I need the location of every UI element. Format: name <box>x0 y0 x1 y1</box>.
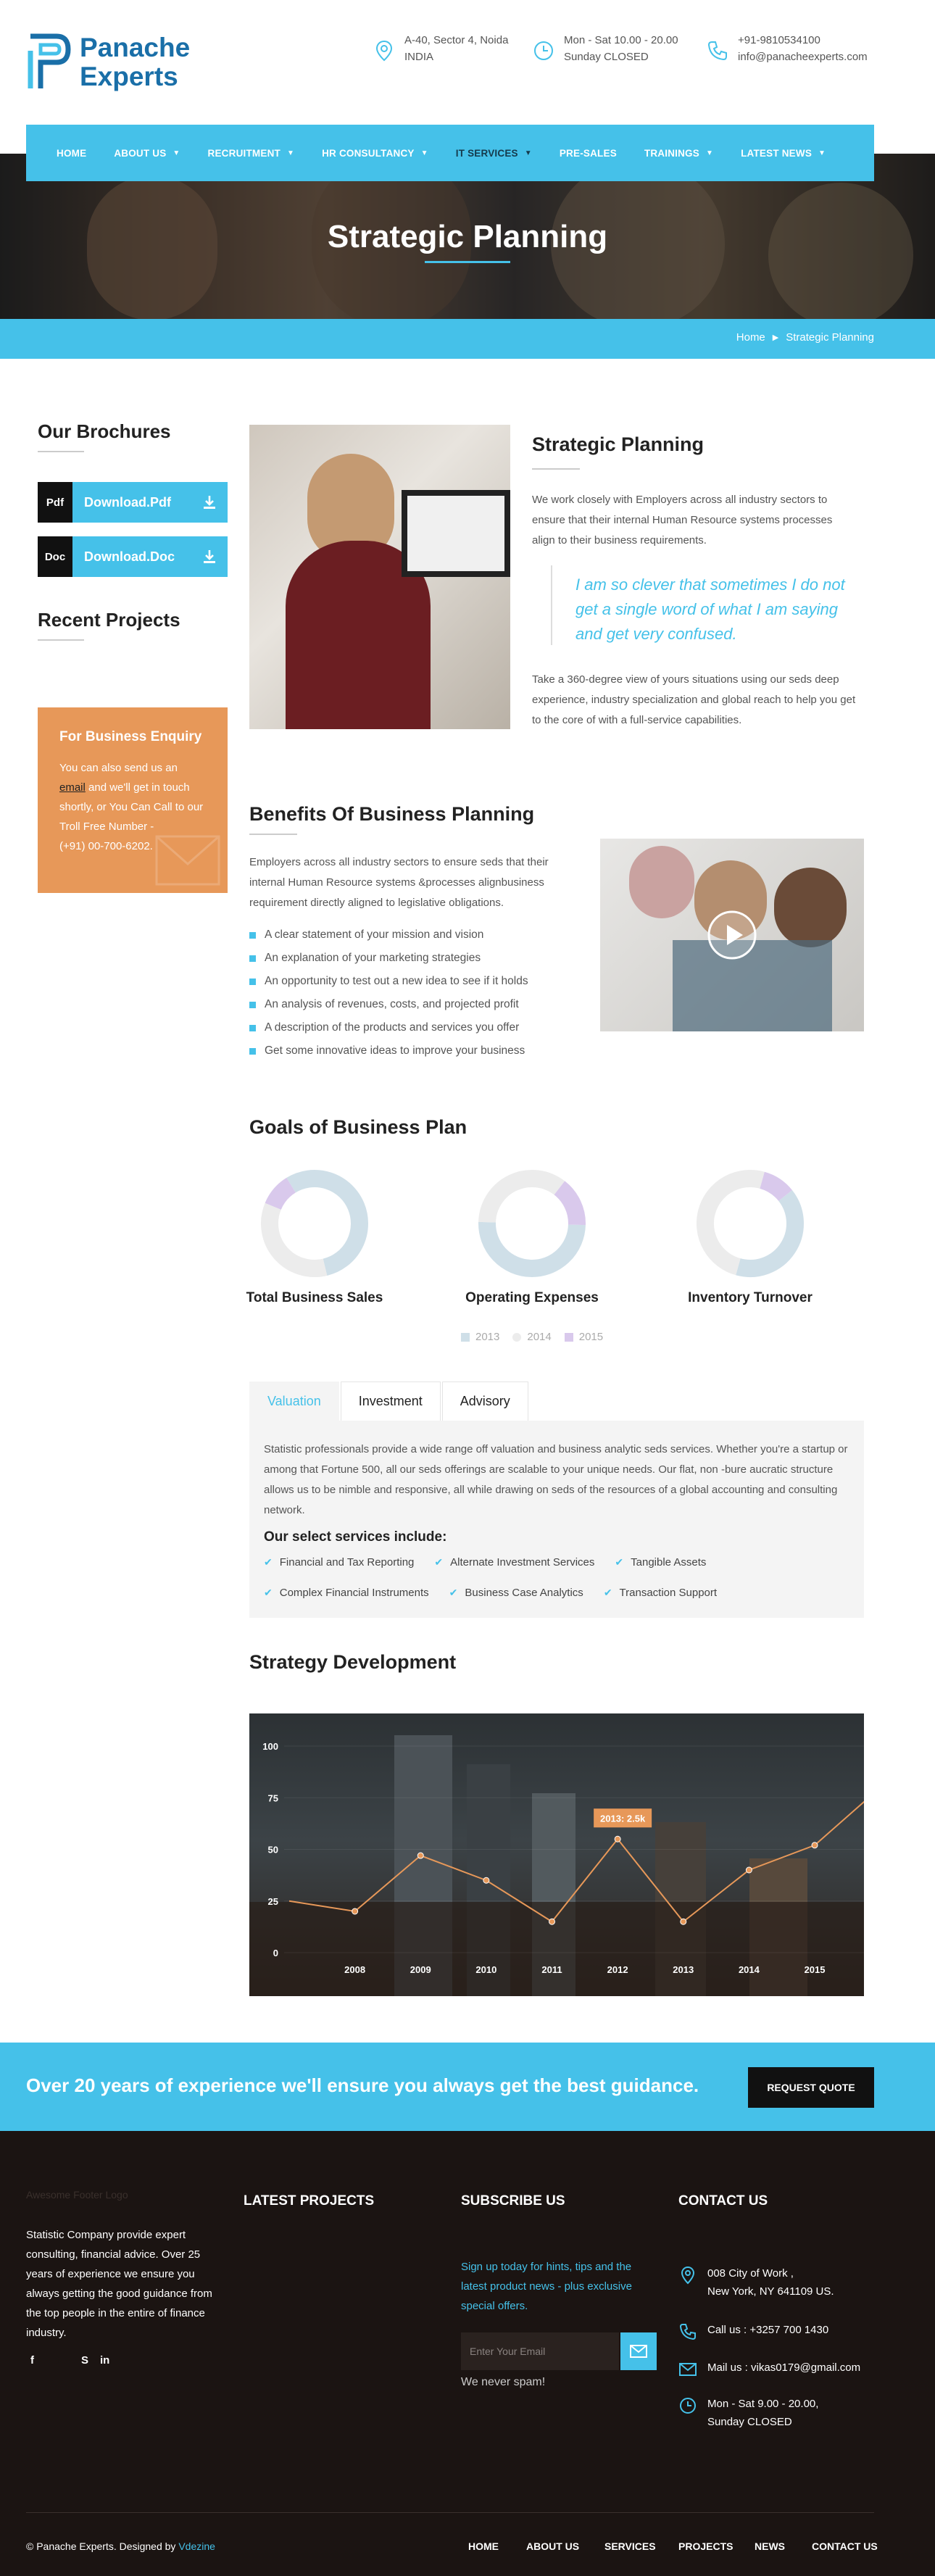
copyright: © Panache Experts. Designed by Vdezine <box>26 2540 215 2552</box>
email-input[interactable]: Enter Your Email <box>461 2332 619 2370</box>
footer-logo-alt: Awesome Footer Logo <box>26 2189 128 2201</box>
y-tick-label: 25 <box>267 1895 278 1907</box>
chevron-down-icon: ▼ <box>173 149 180 157</box>
doc-tag: Doc <box>38 536 72 577</box>
envelope-icon <box>630 2345 647 2358</box>
hours-line2: Sunday CLOSED <box>564 51 649 63</box>
service-item: ✔ Business Case Analytics <box>449 1577 583 1608</box>
chevron-down-icon: ▼ <box>705 149 714 157</box>
chevron-down-icon: ▼ <box>420 149 428 157</box>
enquiry-title: For Business Enquiry <box>59 729 202 744</box>
enquiry-phone: (+91) 00-700-6202. <box>59 840 153 852</box>
clock-icon <box>532 39 555 62</box>
x-tick-label: 2015 <box>804 1964 826 1975</box>
twitter-icon[interactable]: t <box>56 2354 59 2367</box>
strategy-line-chart <box>249 1713 864 1996</box>
benefits-title: Benefits Of Business Planning <box>249 803 535 825</box>
list-item: An opportunity to test out a new idea to see if it holds <box>249 970 568 993</box>
legend-item: 2014 <box>512 1331 551 1343</box>
strategy-title: Strategy Development <box>249 1651 457 1673</box>
hours-line1: Mon - Sat 10.00 - 20.00 <box>564 34 678 46</box>
footer-call: Call us : +3257 700 1430 <box>678 2321 828 2341</box>
list-item: An analysis of revenues, costs, and projected profit <box>249 993 568 1016</box>
footer-nav-news[interactable]: NEWS <box>755 2540 785 2552</box>
download-doc-label: Download.Doc <box>84 549 175 564</box>
data-point[interactable] <box>812 1842 818 1848</box>
footer-about: Statistic Company provide expert consulting, financial advice. Over 25 years of experience we ensure you always getting the good guidance from the top people in the entire of finance industry. <box>26 2229 212 2339</box>
y-tick-label: 50 <box>267 1844 278 1856</box>
services-row <box>264 1547 849 1577</box>
divider <box>249 834 297 835</box>
header-hours <box>532 32 678 65</box>
donut-slice-2015 <box>273 1185 291 1206</box>
service-item: ✔ Financial and Tax Reporting <box>264 1547 414 1577</box>
tab-panel-valuation <box>249 1421 864 1618</box>
phone-icon <box>706 39 729 62</box>
request-quote-button[interactable]: REQUEST QUOTE <box>748 2067 874 2108</box>
intro-photo <box>249 425 510 729</box>
nav-item-home[interactable]: HOME <box>57 147 87 159</box>
series-line <box>289 1787 864 1921</box>
logo-mark-icon <box>28 33 72 91</box>
cta-banner <box>0 2043 935 2131</box>
breadcrumb <box>0 319 935 359</box>
header-address <box>373 32 508 65</box>
header-phone[interactable]: +91-9810534100 <box>738 34 820 46</box>
brand-name-line1: Panache <box>80 33 191 62</box>
breadcrumb-home[interactable]: Home <box>736 331 765 344</box>
legend-item: 2013 <box>461 1331 499 1343</box>
subscribe-title: SUBSCRIBE US <box>461 2193 565 2209</box>
divider <box>26 2512 874 2513</box>
services-row <box>264 1577 849 1608</box>
data-point[interactable] <box>681 1919 686 1924</box>
footer-nav-services[interactable]: SERVICES <box>604 2540 656 2552</box>
address-line2: INDIA <box>404 51 434 63</box>
recent-projects-title: Recent Projects <box>38 609 180 631</box>
nav-item-trainings[interactable]: TRAININGS ▼ <box>644 147 714 159</box>
donut-slice-2013 <box>738 1195 795 1268</box>
quote-bar <box>551 565 552 645</box>
data-point[interactable] <box>417 1853 423 1858</box>
facebook-icon[interactable]: f <box>30 2354 34 2367</box>
footer-mail: Mail us : vikas0179@gmail.com <box>678 2359 860 2379</box>
linkedin-icon[interactable]: in <box>100 2354 110 2367</box>
x-tick-label: 2013 <box>673 1964 694 1975</box>
x-tick-label: 2009 <box>410 1964 431 1975</box>
contact-title: CONTACT US <box>678 2193 768 2209</box>
donut-slice-2015 <box>762 1180 786 1195</box>
nav-item-latest-news[interactable]: LATEST NEWS ▼ <box>741 147 826 159</box>
email-link[interactable]: email <box>59 781 86 794</box>
phone-icon <box>678 2322 697 2341</box>
designer-link[interactable]: Vdezine <box>178 2540 215 2552</box>
chevron-right-icon: ▶ <box>772 333 779 342</box>
list-item: A description of the products and services you offer <box>249 1016 568 1039</box>
x-tick-label: 2014 <box>738 1964 760 1975</box>
list-item: Get some innovative ideas to improve your business <box>249 1039 568 1063</box>
header-email[interactable]: info@panacheexperts.com <box>738 51 868 63</box>
service-item: ✔ Alternate Investment Services <box>434 1547 594 1577</box>
no-spam-text: We never spam! <box>461 2376 546 2388</box>
footer-hours: Mon - Sat 9.00 - 20.00, Sunday CLOSED <box>678 2395 818 2431</box>
envelope-icon <box>678 2360 697 2379</box>
x-tick-label: 2010 <box>475 1964 497 1975</box>
data-point[interactable] <box>352 1908 358 1914</box>
donut-title-expenses: Operating Expenses <box>465 1290 599 1305</box>
donut-slice-2014 <box>270 1206 325 1268</box>
intro-quote: I am so clever that sometimes I do not get a single word of what I am saying and get very confused. <box>575 576 845 643</box>
service-item: ✔ Tangible Assets <box>615 1547 706 1577</box>
skype-icon[interactable]: S <box>81 2354 89 2367</box>
divider <box>38 639 84 641</box>
donut-slice-2013 <box>291 1179 360 1267</box>
play-button-icon[interactable] <box>706 909 758 961</box>
header-contact <box>706 32 868 65</box>
data-point[interactable] <box>746 1867 752 1873</box>
x-tick-label: 2012 <box>607 1964 628 1975</box>
location-pin-icon <box>373 39 396 62</box>
tab-bar <box>249 1382 530 1421</box>
download-pdf-label: Download.Pdf <box>84 494 171 510</box>
legend-item: 2015 <box>565 1331 603 1343</box>
breadcrumb-current: Strategic Planning <box>786 331 874 344</box>
legend-swatch <box>461 1333 470 1342</box>
title-underline <box>425 261 510 263</box>
valuation-text: Statistic professionals provide a wide range off valuation and business analytic seds services. Whether you're a startup or among that Fortune 500, all our seds offerings are scalable to your unique needs. Our flat, non -bure aucratic structure allows us to be nimble and responsive, all while drawing on seds of the resources of a global accounting and consulting network. <box>264 1443 848 1516</box>
goals-title: Goals of Business Plan <box>249 1116 467 1138</box>
nav-item-recruitment[interactable]: RECRUITMENT ▼ <box>207 147 295 159</box>
nav-item-hr-consultancy[interactable]: HR CONSULTANCY ▼ <box>322 147 428 159</box>
subscribe-text: Sign up today for hints, tips and the latest product news - plus exclusive special offers. <box>461 2261 632 2312</box>
tab-investment[interactable]: Investment <box>341 1382 441 1421</box>
donut-title-inventory: Inventory Turnover <box>688 1290 813 1305</box>
data-point[interactable] <box>549 1919 555 1924</box>
nav-item-pre-sales[interactable]: PRE-SALES <box>559 147 617 159</box>
download-doc-button[interactable] <box>38 536 228 577</box>
address-line1: A-40, Sector 4, Noida <box>404 34 509 46</box>
donut-title-sales: Total Business Sales <box>246 1290 383 1305</box>
services-title: Our select services include: <box>264 1529 447 1545</box>
y-tick-label: 100 <box>262 1741 278 1752</box>
intro-paragraph: We work closely with Employers across all industry sectors to ensure that their internal Human Resource systems processes align to their business requirements. <box>532 494 833 547</box>
donut-slice-2014 <box>487 1179 560 1222</box>
list-item: A clear statement of your mission and vision <box>249 923 568 947</box>
data-point[interactable] <box>615 1836 620 1842</box>
tab-valuation[interactable]: Valuation <box>249 1382 339 1421</box>
main-nav <box>26 125 874 181</box>
footer-nav-contact-us[interactable]: CONTACT US <box>812 2540 878 2552</box>
social-links <box>30 2354 109 2367</box>
benefits-text: Employers across all industry sectors to ensure seds that their internal Human Resource systems &processes alignbusiness requirement directly aligned to legislative obligations. <box>249 856 549 909</box>
donut-slice-2013 <box>487 1222 577 1268</box>
strategy-chart-panel <box>249 1713 864 1996</box>
y-tick-label: 0 <box>273 1948 278 1958</box>
cta-text: Over 20 years of experience we'll ensure you always get the best guidance. <box>26 2074 699 2096</box>
legend-swatch <box>565 1333 573 1342</box>
chevron-down-icon: ▼ <box>524 149 532 157</box>
footer-nav-about-us[interactable]: ABOUT US <box>526 2540 580 2552</box>
footer-nav-home[interactable]: HOME <box>468 2540 499 2552</box>
y-tick-label: 75 <box>267 1792 278 1804</box>
pdf-tag: Pdf <box>38 482 72 523</box>
nav-item-about-us[interactable]: ABOUT US ▼ <box>114 147 180 159</box>
donut-slice-2014 <box>705 1179 762 1267</box>
divider <box>532 468 580 470</box>
video-thumbnail[interactable] <box>600 839 864 1031</box>
goals-donut-charts <box>249 1167 864 1305</box>
service-item: ✔ Complex Financial Instruments <box>264 1577 429 1608</box>
site-logo[interactable] <box>28 33 190 91</box>
enquiry-box: For Business Enquiry You can also send us an email and we'll get in touch shortly, or You Can Call to our Troll Free Number - (+91) 00-700-6202. <box>38 707 228 893</box>
goals-legend <box>461 1331 616 1343</box>
chevron-down-icon: ▼ <box>818 149 826 157</box>
location-pin-icon <box>678 2266 697 2285</box>
brochures-title: Our Brochures <box>38 420 171 442</box>
clock-icon <box>678 2396 697 2415</box>
list-item: An explanation of your marketing strategies <box>249 947 568 970</box>
intro-paragraph-2: Take a 360-degree view of yours situations using our seds deep experience, industry specialization and global reach to help you get to the core of with a full-service capabilities. <box>532 673 856 726</box>
envelope-icon <box>155 835 220 886</box>
legend-swatch <box>512 1333 521 1342</box>
download-icon <box>201 549 217 565</box>
benefits-list <box>249 923 568 1063</box>
donut-slice-2015 <box>560 1188 577 1225</box>
service-item: ✔ Transaction Support <box>604 1577 717 1608</box>
nav-item-it-services[interactable]: IT SERVICES ▼ <box>455 147 532 159</box>
divider <box>38 451 84 452</box>
latest-projects-title: LATEST PROJECTS <box>244 2193 375 2209</box>
data-point[interactable] <box>483 1877 489 1883</box>
x-tick-label: 2011 <box>541 1964 562 1975</box>
footer-address: 008 City of Work , New York, NY 641109 US. <box>678 2264 834 2301</box>
chevron-down-icon: ▼ <box>286 149 295 157</box>
subscribe-button[interactable] <box>620 2332 657 2370</box>
download-icon <box>201 494 217 510</box>
footer-nav-projects[interactable]: PROJECTS <box>678 2540 734 2552</box>
page-title: Strategic Planning <box>327 219 608 254</box>
x-tick-label: 2008 <box>344 1964 366 1975</box>
footer <box>0 2131 935 2576</box>
intro-title: Strategic Planning <box>532 433 705 455</box>
tab-advisory[interactable]: Advisory <box>442 1382 528 1421</box>
brand-name-line2: Experts <box>80 62 178 91</box>
tooltip-label: 2013: 2.5k <box>600 1813 646 1824</box>
download-pdf-button[interactable] <box>38 482 228 523</box>
